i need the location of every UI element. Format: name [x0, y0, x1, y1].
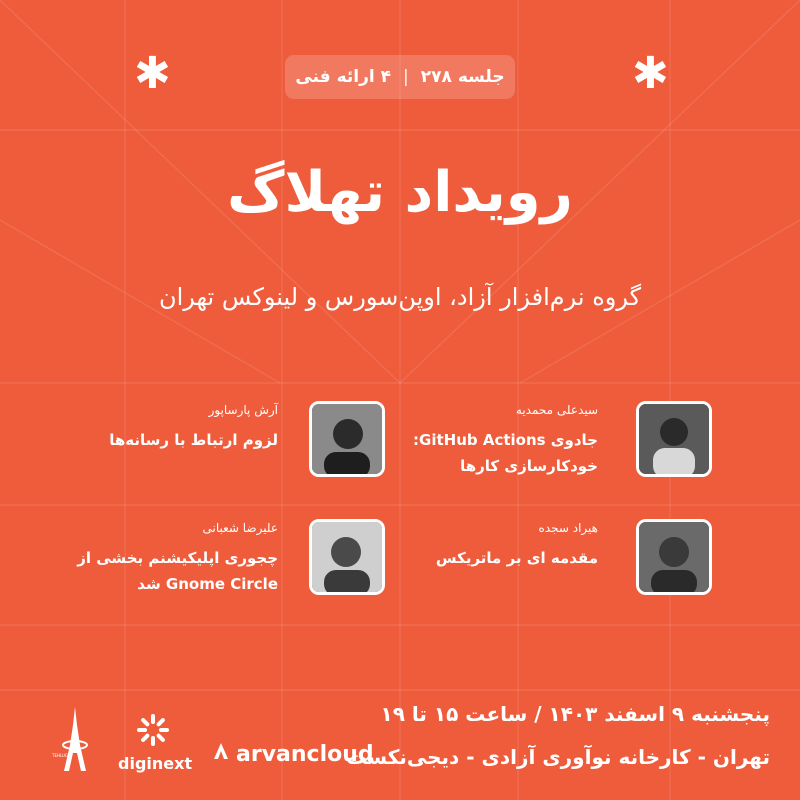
talk-title-line: لزوم ارتباط با رسانه‌ها — [109, 431, 278, 449]
talk-title-line: Gnome Circle شد — [137, 575, 278, 593]
speaker-photo — [309, 519, 385, 595]
speaker-photo — [636, 401, 712, 477]
speaker-card — [385, 519, 705, 599]
arvancloud-wordmark: arvancloud — [236, 741, 374, 767]
arvancloud-logo-icon — [212, 741, 230, 767]
speaker-photo — [309, 401, 385, 477]
diginext-wordmark: diginext — [118, 754, 193, 773]
tehlug-logo — [50, 705, 100, 775]
event-date: پنجشنبه ۹ اسفند ۱۴۰۳ / ساعت ۱۵ تا ۱۹ — [380, 702, 770, 726]
talk-title — [413, 427, 598, 479]
session-badge — [285, 55, 515, 99]
speaker-card — [0, 519, 390, 599]
session-number: جلسه ۲۷۸ — [420, 67, 505, 87]
speaker-name: سیدعلی محمدیه — [515, 403, 598, 417]
diginext-logo — [118, 712, 193, 773]
talk-title — [436, 545, 598, 571]
svg-text:TEHLUG: TEHLUG — [52, 753, 69, 758]
speaker-photo — [636, 519, 712, 595]
separator: | — [403, 67, 409, 87]
speaker-name: آرش پارساپور — [208, 403, 278, 417]
speaker-name: علیرضا شعبانی — [202, 521, 278, 535]
diginext-logo-icon — [135, 733, 171, 752]
event-subtitle: گروه نرم‌افزار آزاد، اوپن‌سورس و لینوکس تهران — [158, 283, 642, 311]
speaker-card — [0, 401, 390, 481]
asterisk-icon: ✱ — [632, 48, 669, 99]
tehlug-tower-logo-icon — [50, 705, 100, 775]
arvancloud-logo — [212, 741, 374, 767]
talk-title — [77, 545, 278, 597]
talk-title-line: مقدمه ای بر ماتریکس — [435, 549, 598, 567]
event-venue: تهران - کارخانه نوآوری آزادی - دیجی‌نکست — [346, 745, 770, 769]
event-title: رویداد تهلاگ — [227, 160, 573, 225]
talk-title-line: جادوی GitHub Actions: — [413, 431, 598, 449]
talk-title — [109, 427, 278, 453]
speaker-name: هیراد سجده — [538, 521, 598, 535]
speaker-card — [385, 401, 705, 481]
asterisk-icon: ✱ — [134, 48, 171, 99]
talks-count: ۴ ارائه فنی — [295, 67, 392, 87]
talk-title-line: خودکارسازی کارها — [460, 457, 598, 475]
talk-title-line: چجوری اپلیکیشنم بخشی از — [77, 549, 278, 567]
